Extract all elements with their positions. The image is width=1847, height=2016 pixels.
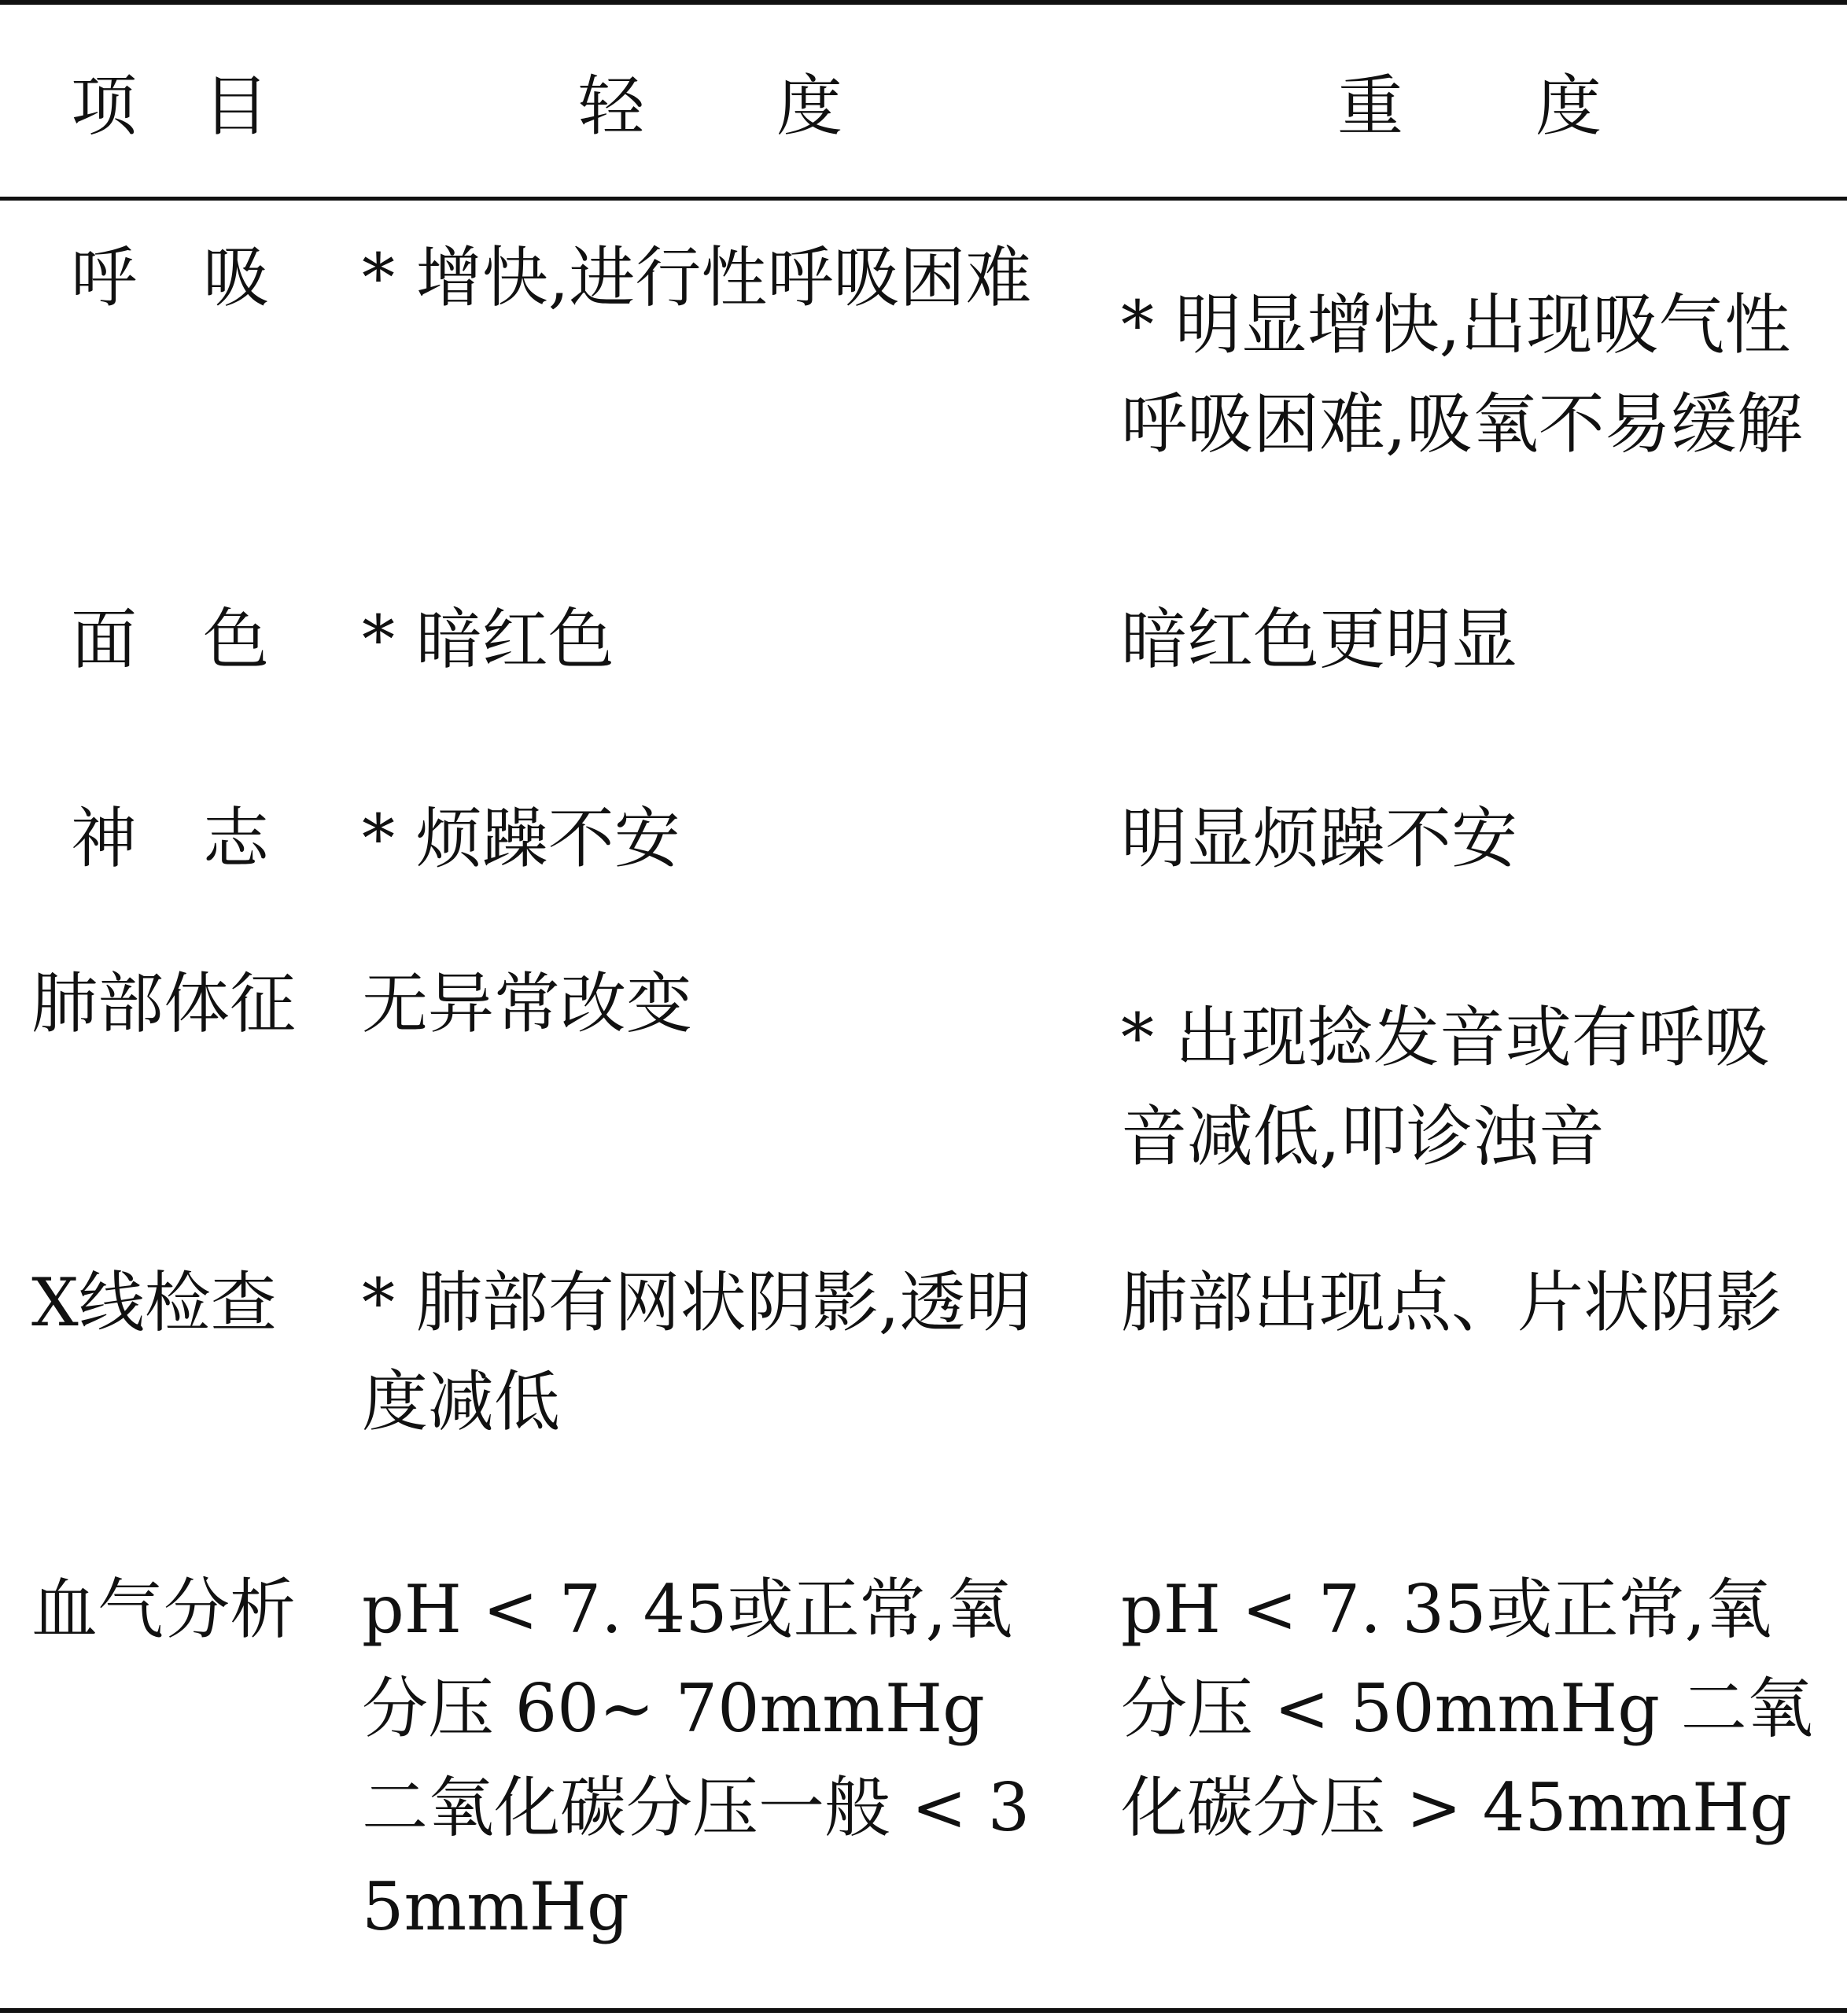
- header-severe: 重 度: [1337, 68, 1602, 145]
- row-severe-xray: 肺部出现点、片状阴影: [1121, 1264, 1782, 1341]
- row-mild-breathing: * 增快,进行性呼吸困难: [362, 239, 1032, 316]
- row-item-consciousness: 神 志: [71, 800, 270, 877]
- row-mild-consciousness: * 烦躁不安: [362, 800, 680, 877]
- row-severe-consciousness: 明显烦躁不安: [1121, 800, 1518, 877]
- table-bottom-rule: [0, 2008, 1847, 2013]
- header-mild: 轻 度: [578, 68, 843, 145]
- row-item-breathing: 呼 吸: [71, 239, 270, 316]
- row-mild-lung-signs: 无异常改变: [362, 965, 693, 1042]
- row-mild-blood-gas: pH < 7. 45或正常,氧分压 60~ 70mmHg 二氧化碳分压一般 < 35mmHg: [362, 1571, 1030, 1945]
- row-item-lung-signs: 肺部体征: [31, 965, 297, 1042]
- row-item-blood-gas: 血气分析: [31, 1571, 297, 1648]
- row-severe-breathing: * 明显增快,出现吸气性呼吸困难,吸氧不易缓解: [1121, 286, 1803, 463]
- row-severe-complexion: 暗红色更明显: [1121, 601, 1518, 678]
- row-item-complexion: 面 色: [71, 601, 270, 678]
- row-mild-complexion: * 暗红色: [362, 601, 614, 678]
- row-severe-lung-signs: * 出现捻发音或有呼吸音减低,叩诊浊音: [1121, 999, 1770, 1175]
- table-header-rule: [0, 197, 1847, 201]
- row-item-xray: X线检查: [31, 1264, 277, 1341]
- header-item: 项 目: [71, 68, 270, 145]
- row-mild-xray: * 肺部有网状阴影,透明度减低: [362, 1264, 1032, 1440]
- row-severe-blood-gas: pH < 7. 35或正常,氧分压 < 50mmHg 二氧化碳分压 > 45mmHg: [1121, 1571, 1813, 1846]
- table-top-rule: [0, 0, 1847, 5]
